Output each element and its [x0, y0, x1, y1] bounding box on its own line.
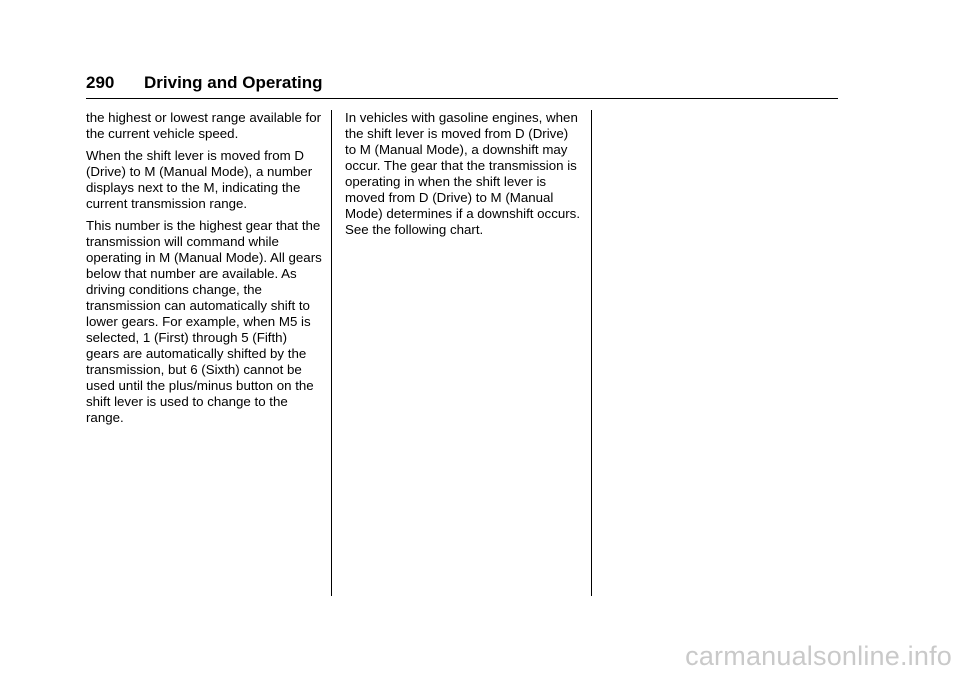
column-divider: [331, 110, 332, 596]
section-title: Driving and Operating: [144, 73, 323, 92]
paragraph: In vehicles with gasoline engines, when the shift lever is moved from D (Drive) to M (Manual Mode), a downshift may occur. The gear that the transmission is operating in when the shift lever is moved from D (Drive) to M (Manual Mode) determines if a downshift occurs. See the following chart.: [345, 110, 581, 237]
paragraph: This number is the highest gear that the transmission will command while operating in M (Manual Mode). All gears below that number are available. As driving conditions change, the transmission can automatically shift to lower gears. For example, when M5 is selected, 1 (First) through 5 (Fifth) gears are automatically shifted by the transmission, but 6 (Sixth) cannot be used until the plus/minus button on the shift lever is used to change to the range.: [86, 218, 322, 425]
text-column-middle: [345, 110, 581, 244]
header-divider: [86, 98, 838, 99]
paragraph: the highest or lowest range available for the current vehicle speed.: [86, 110, 322, 141]
page-number: 290: [86, 73, 115, 92]
column-divider: [591, 110, 592, 596]
paragraph: When the shift lever is moved from D (Drive) to M (Manual Mode), a number displays next to the M, indicating the current transmission range.: [86, 148, 313, 211]
watermark: carmanualsonline.info: [685, 641, 952, 671]
text-column-left: [86, 110, 322, 432]
page-header: [86, 72, 323, 94]
